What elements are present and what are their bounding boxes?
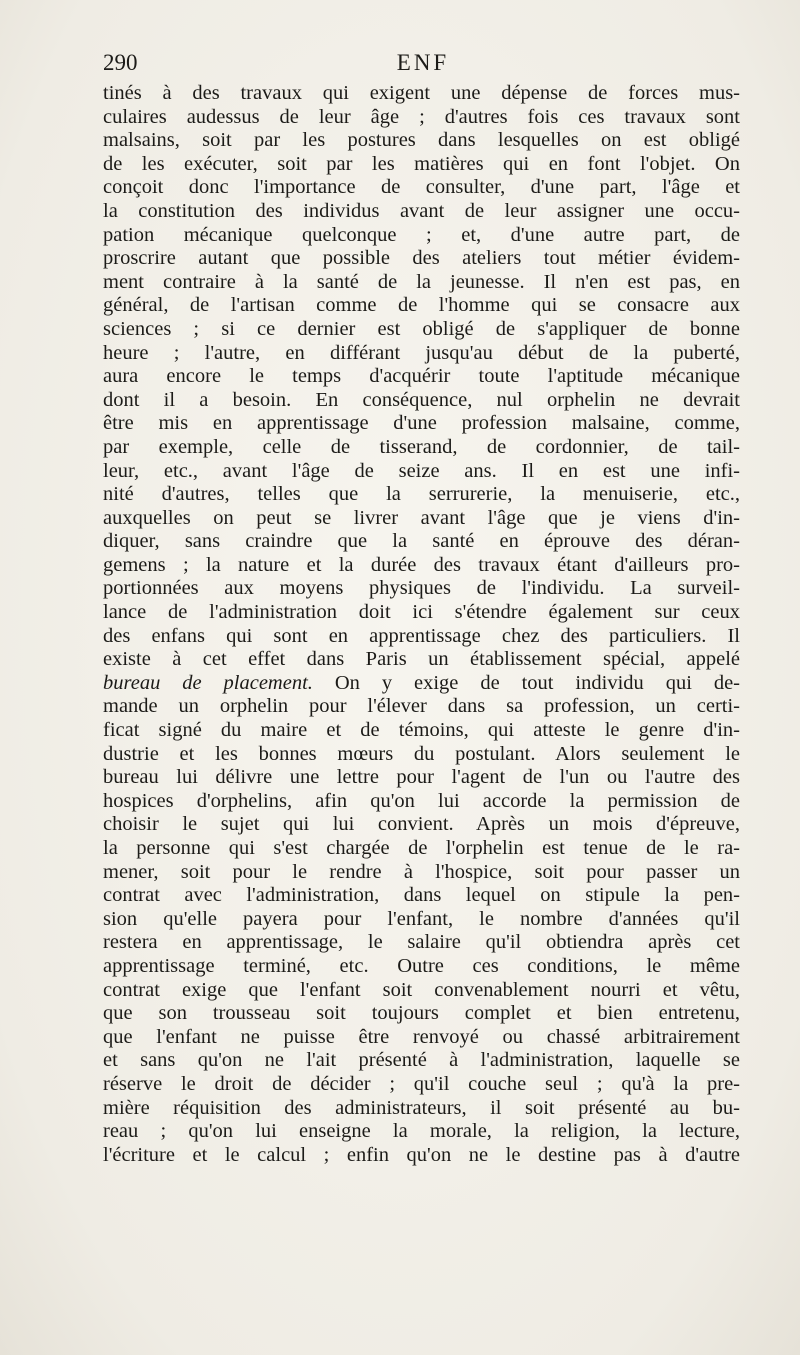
text-line: proscrire autant que possible des ateliers tout métier évidem-: [103, 247, 740, 270]
text-line: la constitution des individus avant de leur assigner une occu-: [103, 199, 740, 222]
italic-phrase: bureau de placement.: [103, 671, 313, 694]
text-line: des enfans qui sont en apprentissage chez des particuliers. Il: [103, 624, 740, 647]
text-line: dont il a besoin. En conséquence, nul orphelin ne devrait: [103, 388, 740, 411]
text-line: général, de l'artisan comme de l'homme qui se consacre aux: [103, 294, 740, 317]
text-line: apprentissage terminé, etc. Outre ces conditions, le même: [103, 954, 740, 977]
text-line: lance de l'administration doit ici s'étendre également sur ceux: [103, 601, 740, 624]
text-line: sion qu'elle payera pour l'enfant, le nombre d'années qu'il: [103, 907, 740, 930]
text-line: la personne qui s'est chargée de l'orphelin est tenue de le ra-: [103, 837, 740, 859]
text-line: contrat exige que l'enfant soit convenablement nourri et vêtu,: [103, 978, 740, 1001]
text-line: sciences ; si ce dernier est obligé de s'appliquer de bonne: [103, 317, 740, 340]
text-line: ficat signé du maire et de témoins, qui atteste le genre d'in-: [103, 719, 740, 742]
text-line: hospices d'orphelins, afin qu'on lui accorde la permission de: [103, 789, 740, 812]
text-line: malsains, soit par les postures dans lesquelles on est obligé: [103, 129, 740, 152]
text-line: être mis en apprentissage d'une profession malsaine, comme,: [103, 412, 740, 435]
text-line: que l'enfant ne puisse être renvoyé ou chassé arbitrairement: [103, 1025, 740, 1048]
text-line: auxquelles on peut se livrer avant l'âge que je viens d'in-: [103, 506, 740, 529]
text-line: conçoit donc l'importance de consulter, d'une part, l'âge et: [103, 176, 740, 199]
text-line: choisir le sujet qui lui convient. Après un mois d'épreuve,: [103, 813, 740, 836]
text-line: leur, etc., avant l'âge de seize ans. Il en est une infi-: [103, 459, 740, 482]
text-line: l'écriture et le calcul ; enfin qu'on ne le destine pas à d'autre: [103, 1143, 740, 1166]
text-line: reau ; qu'on lui enseigne la morale, la religion, la lecture,: [103, 1120, 740, 1143]
text-line: culaires audessus de leur âge ; d'autres fois ces travaux sont: [103, 105, 740, 128]
text-line: que son trousseau soit toujours complet et bien entretenu,: [103, 1002, 740, 1025]
running-head: [103, 50, 743, 84]
text-line: ment contraire à la santé de la jeunesse. Il n'en est pas, en: [103, 270, 740, 293]
text-line: tinés à des travaux qui exigent une dépense de forces mus-: [103, 82, 740, 104]
page-number: 290: [103, 50, 138, 75]
text-line: mener, soit pour le rendre à l'hospice, soit pour passer un: [103, 860, 740, 883]
text-line: bureau de placement. On y exige de tout individu qui de-: [103, 671, 740, 694]
body-text: [103, 82, 740, 1167]
text-line: et sans qu'on ne l'ait présenté à l'administration, laquelle se: [103, 1049, 740, 1072]
text-line: diquer, sans craindre que la santé en éprouve des déran-: [103, 530, 740, 553]
text-line: réserve le droit de décider ; qu'il couche seul ; qu'à la pre-: [103, 1072, 740, 1095]
text-line: aura encore le temps d'acquérir toute l'aptitude mécanique: [103, 365, 740, 388]
text-line: gemens ; la nature et la durée des travaux étant d'ailleurs pro-: [103, 553, 740, 576]
text-line: contrat avec l'administration, dans lequel on stipule la pen-: [103, 884, 740, 907]
text-line: heure ; l'autre, en différant jusqu'au début de la puberté,: [103, 341, 740, 364]
text-line: mande un orphelin pour l'élever dans sa profession, un certi-: [103, 695, 740, 718]
text-line: dustrie et les bonnes mœurs du postulant. Alors seulement le: [103, 742, 740, 765]
text-line: portionnées aux moyens physiques de l'individu. La surveil-: [103, 577, 740, 600]
text-line: existe à cet effet dans Paris un établissement spécial, appelé: [103, 648, 740, 671]
text-line: nité d'autres, telles que la serrurerie, la menuiserie, etc.,: [103, 483, 740, 506]
text-line: mière réquisition des administrateurs, il soit présenté au bu-: [103, 1096, 740, 1119]
text-line: bureau lui délivre une lettre pour l'agent de l'un ou l'autre des: [103, 766, 740, 789]
text-line: restera en apprentissage, le salaire qu'il obtiendra après cet: [103, 931, 740, 954]
text-line: de les exécuter, soit par les matières qui en font l'objet. On: [103, 152, 740, 175]
running-title: ENF: [396, 50, 450, 75]
text-line: par exemple, celle de tisserand, de cordonnier, de tail-: [103, 435, 740, 458]
text-line: pation mécanique quelconque ; et, d'une autre part, de: [103, 223, 740, 246]
